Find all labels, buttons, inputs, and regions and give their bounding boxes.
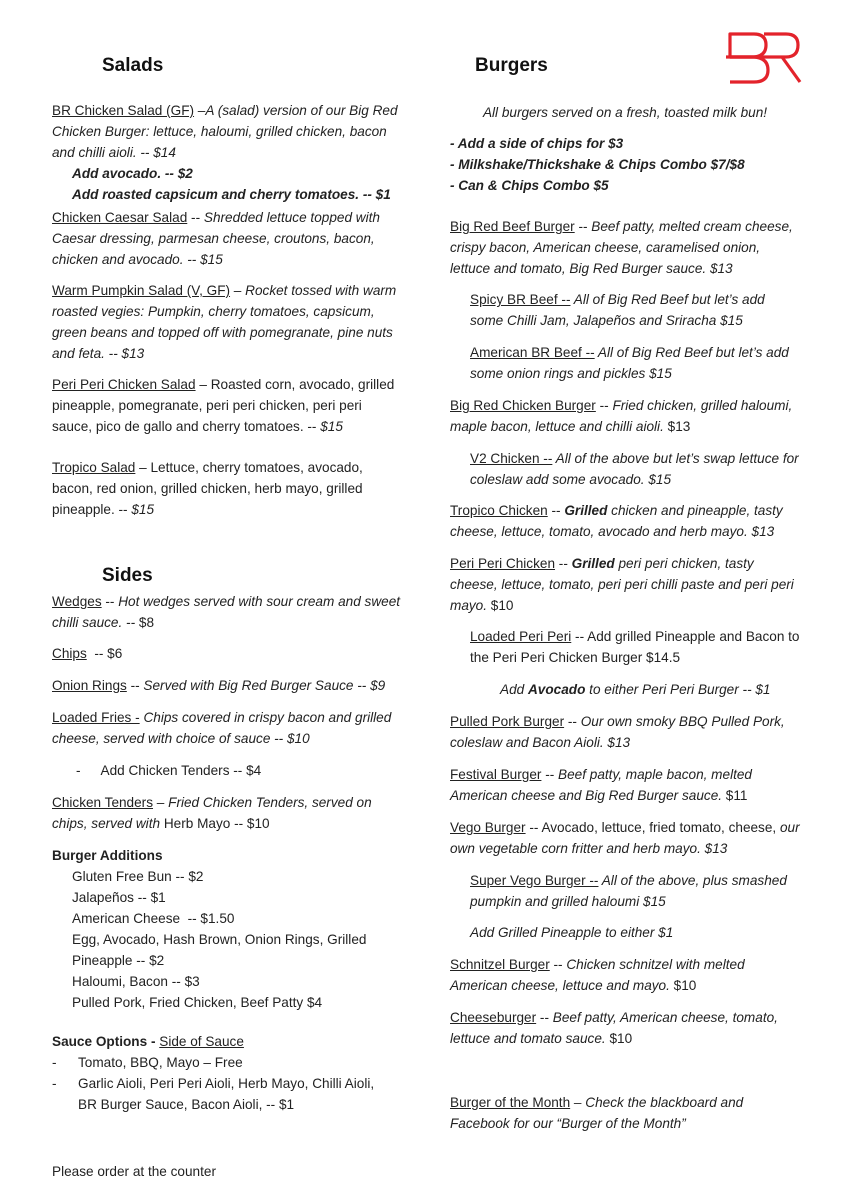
side-item: Onion Rings -- Served with Big Red Burger Sauce -- $9 bbox=[52, 678, 386, 693]
side-item: Loaded Fries - Chips covered in crispy bacon and grilled cheese, served with choice of sauce -- $10 bbox=[52, 710, 392, 746]
salad-item: Tropico Salad – Lettuce, cherry tomatoes, avocado, bacon, red onion, grilled chicken, herb mayo, grilled pineapple. -- $15 bbox=[52, 460, 363, 517]
burger-item: Vego Burger -- Avocado, lettuce, fried tomato, cheese, our own vegetable corn fritter and herb mayo. $13 bbox=[450, 820, 800, 856]
sauce-options: Sauce Options - Side of Sauce - Tomato, BBQ, Mayo – Free - Garlic Aioli, Peri Peri Aioli, Herb Mayo, Chilli Aioli, BR Burger Sauce, Bacon Aioli, -- $1 bbox=[52, 1034, 375, 1112]
sides-heading: Sides bbox=[102, 565, 153, 586]
burger-item: Cheeseburger -- Beef patty, American cheese, tomato, lettuce and tomato sauce. $10 bbox=[450, 1010, 778, 1046]
salads-heading: Salads bbox=[102, 55, 164, 76]
additions-heading: Burger Additions bbox=[52, 848, 163, 863]
burger-item: Burger of the Month – Check the blackboard and Facebook for our “Burger of the Month” bbox=[450, 1095, 744, 1131]
salad-item: BR Chicken Salad (GF) –A (salad) version of our Big Red Chicken Burger: lettuce, haloumi, grilled chicken, bacon and chilli aioli. -- $14 bbox=[52, 103, 398, 160]
pineapple-addon: Add Grilled Pineapple to either $1 bbox=[470, 925, 674, 940]
burger-variant: American BR Beef -- All of Big Red Beef but let’s add some onion rings and pickles $15 bbox=[470, 345, 789, 381]
side-addon: - Add Chicken Tenders -- $4 bbox=[76, 763, 262, 778]
burger-variant: Super Vego Burger -- All of the above, plus smashed pumpkin and grilled haloumi $15 bbox=[470, 873, 787, 909]
salad-item: Chicken Caesar Salad -- Shredded lettuce topped with Caesar dressing, parmesan cheese, croutons, bacon, chicken and avocado. -- $15 bbox=[52, 210, 380, 267]
burger-item: Big Red Beef Burger -- Beef patty, melted cream cheese, crispy bacon, American cheese, caramelised onion, lettuce and tomato, Big Red Burger sauce. $13 bbox=[450, 219, 793, 276]
burgers-heading: Burgers bbox=[475, 55, 548, 76]
burger-item: Pulled Pork Burger -- Our own smoky BBQ Pulled Pork, coleslaw and Bacon Aioli. $13 bbox=[450, 714, 785, 750]
br-logo bbox=[724, 30, 804, 86]
footer-note: Please order at the counter bbox=[52, 1164, 216, 1179]
side-item: Chips -- $6 bbox=[52, 646, 123, 661]
burger-variant: Spicy BR Beef -- All of Big Red Beef but let’s add some Chilli Jam, Jalapeños and Sriracha $15 bbox=[470, 292, 765, 328]
burgers-intro: All burgers served on a fresh, toasted milk bun! bbox=[482, 105, 768, 120]
avocado-addon: Add Avocado to either Peri Peri Burger -- $1 bbox=[500, 682, 771, 697]
combo-list: - Add a side of chips for $3 - Milkshake/Thickshake & Chips Combo $7/$8 - Can & Chips Combo $5 bbox=[450, 136, 745, 193]
burger-variant: Loaded Peri Peri -- Add grilled Pineapple and Bacon to the Peri Peri Chicken Burger $14.5 bbox=[470, 629, 800, 665]
burger-item: Festival Burger -- Beef patty, maple bacon, melted American cheese and Big Red Burger sauce. $11 bbox=[450, 767, 752, 803]
salad-addons: Add avocado. -- $2 Add roasted capsicum and cherry tomatoes. -- $1 bbox=[72, 166, 391, 202]
burger-item: Tropico Chicken -- Grilled chicken and pineapple, tasty cheese, lettuce, tomato, avocado and herb mayo. $13 bbox=[450, 503, 783, 539]
burger-item: Schnitzel Burger -- Chicken schnitzel with melted American cheese, lettuce and mayo. $10 bbox=[450, 957, 745, 993]
salad-item: Peri Peri Chicken Salad – Roasted corn, avocado, grilled pineapple, pomegranate, peri peri chicken, peri peri sauce, pico de gallo and cherry tomatoes. -- $15 bbox=[52, 377, 395, 434]
burger-item: Big Red Chicken Burger -- Fried chicken, grilled haloumi, maple bacon, lettuce and chilli aioli. $13 bbox=[450, 398, 793, 434]
burger-variant: V2 Chicken -- All of the above but let’s swap lettuce for coleslaw add some avocado. $15 bbox=[470, 451, 799, 487]
side-item: Chicken Tenders – Fried Chicken Tenders, served on chips, served with Herb Mayo -- $10 bbox=[52, 795, 372, 831]
salad-item: Warm Pumpkin Salad (V, GF) – Rocket tossed with warm roasted vegies: Pumpkin, cherry tomatoes, capsicum, green beans and topped off with pomegranate, pine nuts and feta. -- $13 bbox=[52, 283, 397, 361]
side-item: Wedges -- Hot wedges served with sour cream and sweet chilli sauce. -- $8 bbox=[52, 594, 401, 630]
burger-item: Peri Peri Chicken -- Grilled peri peri chicken, tasty cheese, lettuce, tomato, peri peri chilli paste and peri peri mayo. $10 bbox=[450, 556, 794, 613]
burger-additions: Burger Additions Gluten Free Bun -- $2 Jalapeños -- $1 American Cheese -- $1.50 Egg, Avocado, Hash Brown, Onion Rings, Grilled Pineapple -- $2 Haloumi, Bacon -- $3 Pulled Pork, Fried Chicken, Beef Patty $4 bbox=[52, 845, 404, 1013]
